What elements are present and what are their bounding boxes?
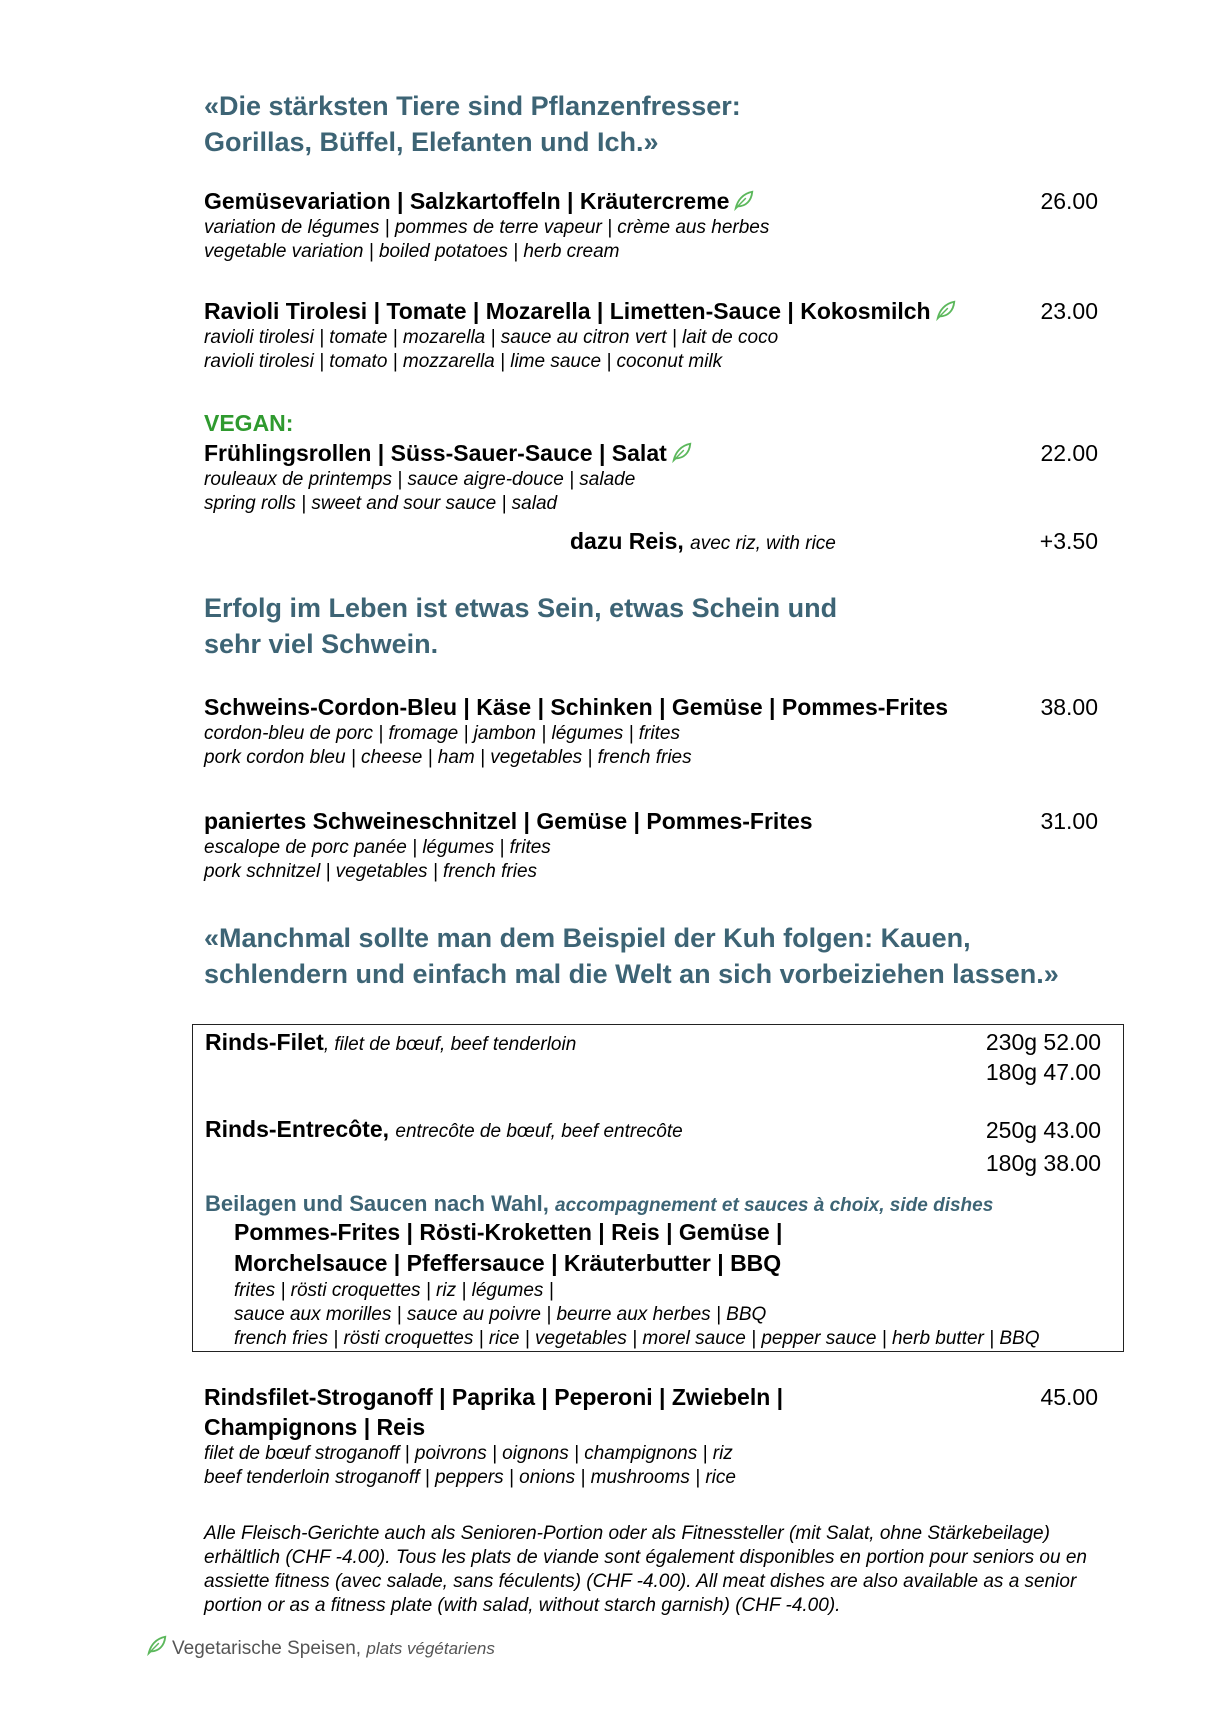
dish-title: Rinds-Entrecôte,: [205, 1116, 390, 1142]
quote-line: Gorillas, Büffel, Elefanten und Ich.»: [204, 127, 659, 157]
dish-price: 22.00: [1040, 440, 1098, 466]
dish-price: 45.00: [1040, 1384, 1098, 1410]
sides-list-translations: [234, 1279, 1040, 1351]
menu-item-schnitzel: [204, 806, 1104, 884]
dish-price: 26.00: [1040, 188, 1098, 214]
menu-item-rinds-entrecote: [205, 1114, 683, 1147]
quote-line: «Die stärksten Tiere sind Pflanzenfresser:: [204, 91, 741, 121]
quote-line: sehr viel Schwein.: [204, 629, 439, 659]
senior-fitness-note: [204, 1522, 1164, 1618]
dish-title: Schweins-Cordon-Bleu | Käse | Schinken | Gemüse | Pommes-Frites: [204, 694, 949, 720]
price-180g: 180g 47.00: [985, 1059, 1101, 1085]
dish-title: Ravioli Tirolesi | Tomate | Mozarella | Limetten-Sauce | Kokosmilch: [204, 298, 931, 324]
leaf-icon: [146, 1634, 168, 1656]
dish-translation: entrecôte de bœuf, beef entrecôte: [395, 1121, 683, 1142]
rice-label: dazu Reis,: [570, 528, 684, 554]
sides-title-translation: accompagnement et sauces à choix, side dishes: [555, 1195, 994, 1216]
rice-price: +3.50: [1039, 528, 1098, 554]
dish-title-wrap: [204, 296, 1104, 326]
dish-price: 31.00: [1040, 808, 1098, 834]
dish-title-wrap: [204, 186, 1104, 216]
dish-translation-en: pork schnitzel | vegetables | french fries: [204, 861, 538, 882]
beef-box: [192, 1024, 1124, 1352]
menu-item-fruehlingsrollen: [204, 408, 1104, 516]
dish-translation-fr: rouleaux de printemps | sauce aigre-douce | salade: [204, 469, 636, 490]
pork-section-quote: [204, 590, 837, 662]
sides-line-fr: sauce aux morilles | sauce au poivre | beurre aux herbes | BBQ: [234, 1304, 767, 1325]
note-line: assiette fitness (avec salade, sans féculents) (CHF -4.00). All meat dishes are also available as a senior: [204, 1571, 1077, 1592]
menu-item-rinds-filet: [205, 1027, 576, 1060]
leaf-icon: [671, 441, 693, 463]
dish-price: 38.00: [1040, 694, 1098, 720]
dish-translation-fr: ravioli tirolesi | tomate | mozarella | sauce au citron vert | lait de coco: [204, 327, 779, 348]
filet-prices: [986, 1027, 1101, 1087]
leaf-icon: [935, 299, 957, 321]
sides-title-de: Beilagen und Saucen nach Wahl,: [205, 1191, 549, 1216]
sides-line: Pommes-Frites | Rösti-Kroketten | Reis | Gemüse |: [234, 1219, 783, 1245]
dish-title: Frühlingsrollen | Süss-Sauer-Sauce | Salat: [204, 440, 667, 466]
vegetarian-legend: [146, 1634, 495, 1661]
dish-title: Gemüsevariation | Salzkartoffeln | Kräutercreme: [204, 188, 730, 214]
sides-line-en: french fries | rösti croquettes | rice | vegetables | morel sauce | pepper sauce | herb butter | BBQ: [234, 1328, 1040, 1349]
quote-line: schlendern und einfach mal die Welt an sich vorbeiziehen lassen.»: [204, 959, 1059, 989]
rice-translation: avec riz, with rice: [690, 533, 836, 554]
beef-section-quote: [204, 920, 1059, 992]
dish-translation-fr: variation de légumes | pommes de terre vapeur | crème aus herbes: [204, 217, 770, 238]
price-250g: 250g 43.00: [985, 1117, 1101, 1143]
veg-section-quote: [204, 88, 741, 160]
dish-translation-en: vegetable variation | boiled potatoes | herb cream: [204, 241, 620, 262]
price-180g: 180g 38.00: [985, 1150, 1101, 1176]
menu-item-stroganoff: [204, 1382, 1104, 1490]
price-230g: 230g 52.00: [985, 1029, 1101, 1055]
sides-list-de: [234, 1217, 783, 1279]
dish-translation: , filet de bœuf, beef tenderloin: [323, 1034, 577, 1055]
quote-line: Erfolg im Leben ist etwas Sein, etwas Schein und: [204, 593, 838, 623]
dish-title: paniertes Schweineschnitzel | Gemüse | Pommes-Frites: [204, 808, 813, 834]
note-line: Alle Fleisch-Gerichte auch als Senioren-Portion oder als Fitnessteller (mit Salat, ohne Stärkebeilage): [204, 1523, 1050, 1544]
dish-title-wrap: [204, 438, 1104, 468]
note-line: erhältlich (CHF -4.00). Tous les plats de viande sont également disponibles en portion pour seniors ou en: [204, 1547, 1087, 1568]
vegan-label: VEGAN:: [204, 410, 294, 436]
legend-label: Vegetarische Speisen,: [172, 1638, 362, 1659]
dish-translation-fr: escalope de porc panée | légumes | frites: [204, 837, 551, 858]
dish-translation-en: spring rolls | sweet and sour sauce | salad: [204, 493, 558, 514]
dish-price: 23.00: [1040, 298, 1098, 324]
dish-title: Rinds-Filet: [205, 1029, 324, 1055]
quote-line: «Manchmal sollte man dem Beispiel der Kuh folgen: Kauen,: [204, 923, 971, 953]
legend-translation: plats végétariens: [366, 1639, 495, 1658]
dish-title: Rindsfilet-Stroganoff | Paprika | Peperoni | Zwiebeln |: [204, 1384, 784, 1410]
sides-line-fr: frites | rösti croquettes | riz | légumes |: [234, 1280, 554, 1301]
dish-translation-en: ravioli tirolesi | tomato | mozzarella | lime sauce | coconut milk: [204, 351, 723, 372]
sides-line: Morchelsauce | Pfeffersauce | Kräuterbutter | BBQ: [234, 1250, 782, 1276]
dish-translation-fr: filet de bœuf stroganoff | poivrons | oignons | champignons | riz: [204, 1443, 733, 1464]
dish-translation-en: pork cordon bleu | cheese | ham | vegetables | french fries: [204, 747, 692, 768]
menu-item-cordon-bleu: [204, 692, 1104, 770]
rice-addon: [570, 526, 836, 559]
dish-title: Champignons | Reis: [204, 1414, 426, 1440]
leaf-icon: [733, 189, 755, 211]
entrecote-prices: [986, 1114, 1101, 1180]
note-line: portion or as a fitness plate (with salad, without starch garnish) (CHF -4.00).: [204, 1595, 841, 1616]
menu-item-ravioli: [204, 296, 1104, 374]
dish-translation-fr: cordon-bleu de porc | fromage | jambon | légumes | frites: [204, 723, 680, 744]
dish-translation-en: beef tenderloin stroganoff | peppers | onions | mushrooms | rice: [204, 1467, 736, 1488]
menu-item-gemuesevariation: [204, 186, 1104, 264]
